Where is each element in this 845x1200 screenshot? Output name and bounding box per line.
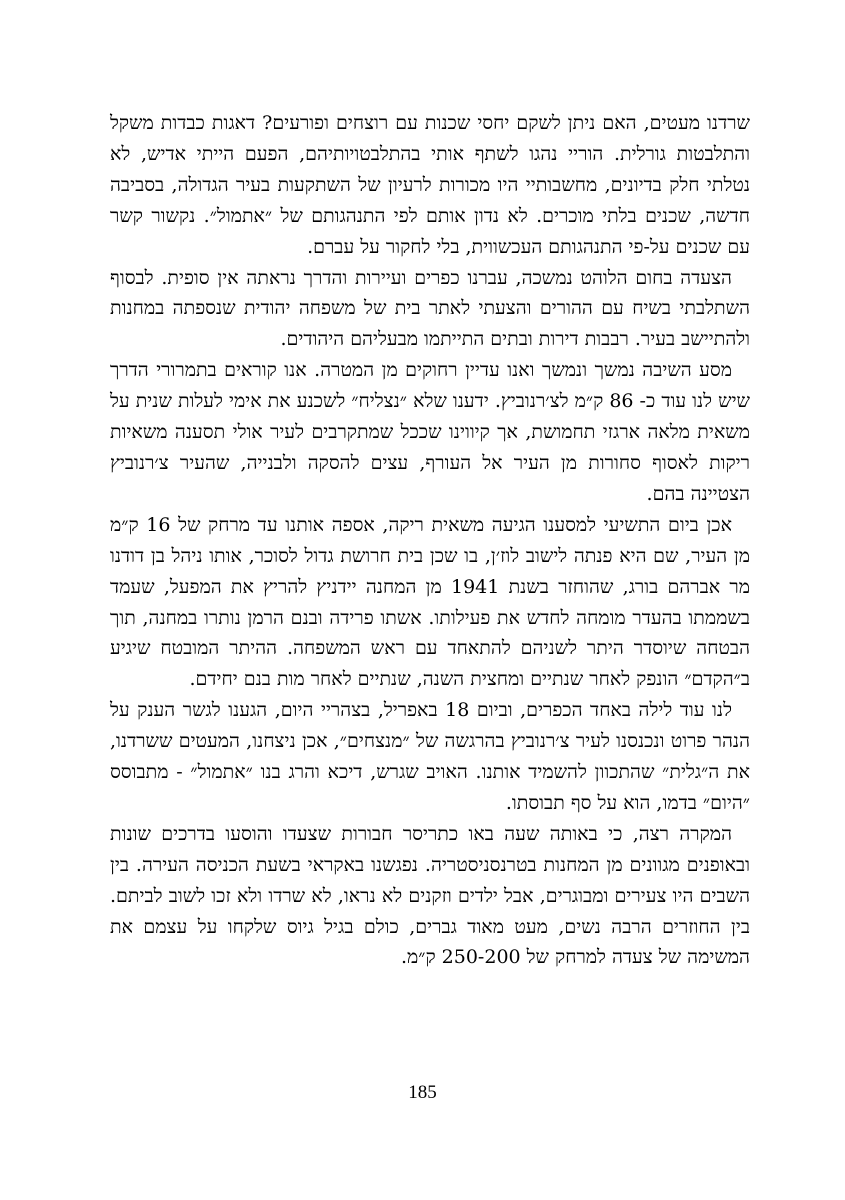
paragraph-3: מסע השיבה נמשך ונמשך ואנו עדיין רחוקים מן המטרה. אנו קוראים בתמרורי הדרך שיש לנו עוד כ- 86 ק״מ לצ׳רנוביץ. ידענו שלא ״נצליח״ לשכנע את אימי לעלות שנית על משאית מלאה ארגזי תחמושת, אך קיווינו שככל שמתקרבים לעיר אולי תסענה משאיות ריקות לאסוף סחורות מן העיר אל העורף, עצים להסקה ולבנייה, שהעיר צ׳רנוביץ הצטיינה בהם. (110, 359, 751, 505)
paragraph-6: המקרה רצה, כי באותה שעה באו כתריסר חבורות שצעדו והוסעו בדרכים שונות ובאופנים מגוונים מן המחנות בטרנסניסטריה. נפגשנו באקראי בשעת הכניסה העירה. בין השבים היו צעירים ומבוגרים, אבל ילדים וזקנים לא נראו, לא שרדו ולא זכו לשוב לביתם. בין החוזרים הרבה נשים, מעט מאוד גברים, כולם בגיל גיוס שלקחו על עצמם את המשימה של צעדה למרחק של 250-200 ק״מ. (110, 822, 750, 969)
page-number: 185 (408, 1082, 437, 1103)
body-text (110, 108, 750, 973)
paragraph-1: שרדנו מעטים, האם ניתן לשקם יחסי שכנות עם רוצחים ופורעים? דאגות כבדות משקל והתלבטות גורלית. הוריי נהגו לשתף אותי בהתלבטויותיהם, הפעם הייתי אדיש, לא נטלתי חלק בדיונים, מחשבותיי היו מכורות לרעיון של השתקעות בעיר הגדולה, בסביבה חדשה, שכנים בלתי מוכרים. לא נדון אותם לפי התנהגותם של ״אתמול״. נקשור קשר עם שכנים על-פי התנהגותם העכשווית, בלי לחקור על עברם. (110, 112, 750, 258)
paragraph-5: לנו עוד לילה באחד הכפרים, וביום 18 באפריל, בצהריי היום, הגענו לגשר הענק על הנהר פרוט ונכנסנו לעיר צ׳רנוביץ בהרגשה של ״מנצחים״, אכן ניצחנו, המעטים ששרדנו, את ה״גלית״ שהתכוון להשמיד אותנו. האויב שגרש, דיכא והרג בנו ״אתמול״ - מתבוסס ״היום״ בדמו, הוא על סף תבוסתו. (110, 699, 750, 814)
paragraph-4: אכן ביום התשיעי למסענו הגיעה משאית ריקה, אספה אותנו עד מרחק של 16 ק״מ מן העיר, שם היא פנתה לישוב לוז׳ן, בו שכן בית חרושת גדול לסוכר, אותו ניהל בן דודנו מר אברהם בורג, שהוחזר בשנת 1941 מן המחנה יידניץ להריץ את המפעל, שעמד בשממתו בהעדר מומחה לחדש את פעילותו. אשתו פרידה ובנם הרמן נותרו במחנה, תוך הבטחה שיוסדר היתר לשניהם להתאחד עם ראש המשפחה. ההיתר המובטח שיגיע ב״הקדם״ הונפק לאחר שנתיים ומחצית השנה, שנתיים לאחר מות בנם יחידם. (110, 513, 750, 691)
paragraph-2: הצעדה בחום הלוהט נמשכה, עברנו כפרים ועיירות והדרך נראתה אין סופית. לבסוף השתלבתי בשיח עם ההורים והצעתי לאתר בית של משפחה יהודית שנספתה במחנות ולהתיישב בעיר. רבבות דירות ובתים התייתמו מבעליהם היהודים. (110, 266, 750, 351)
